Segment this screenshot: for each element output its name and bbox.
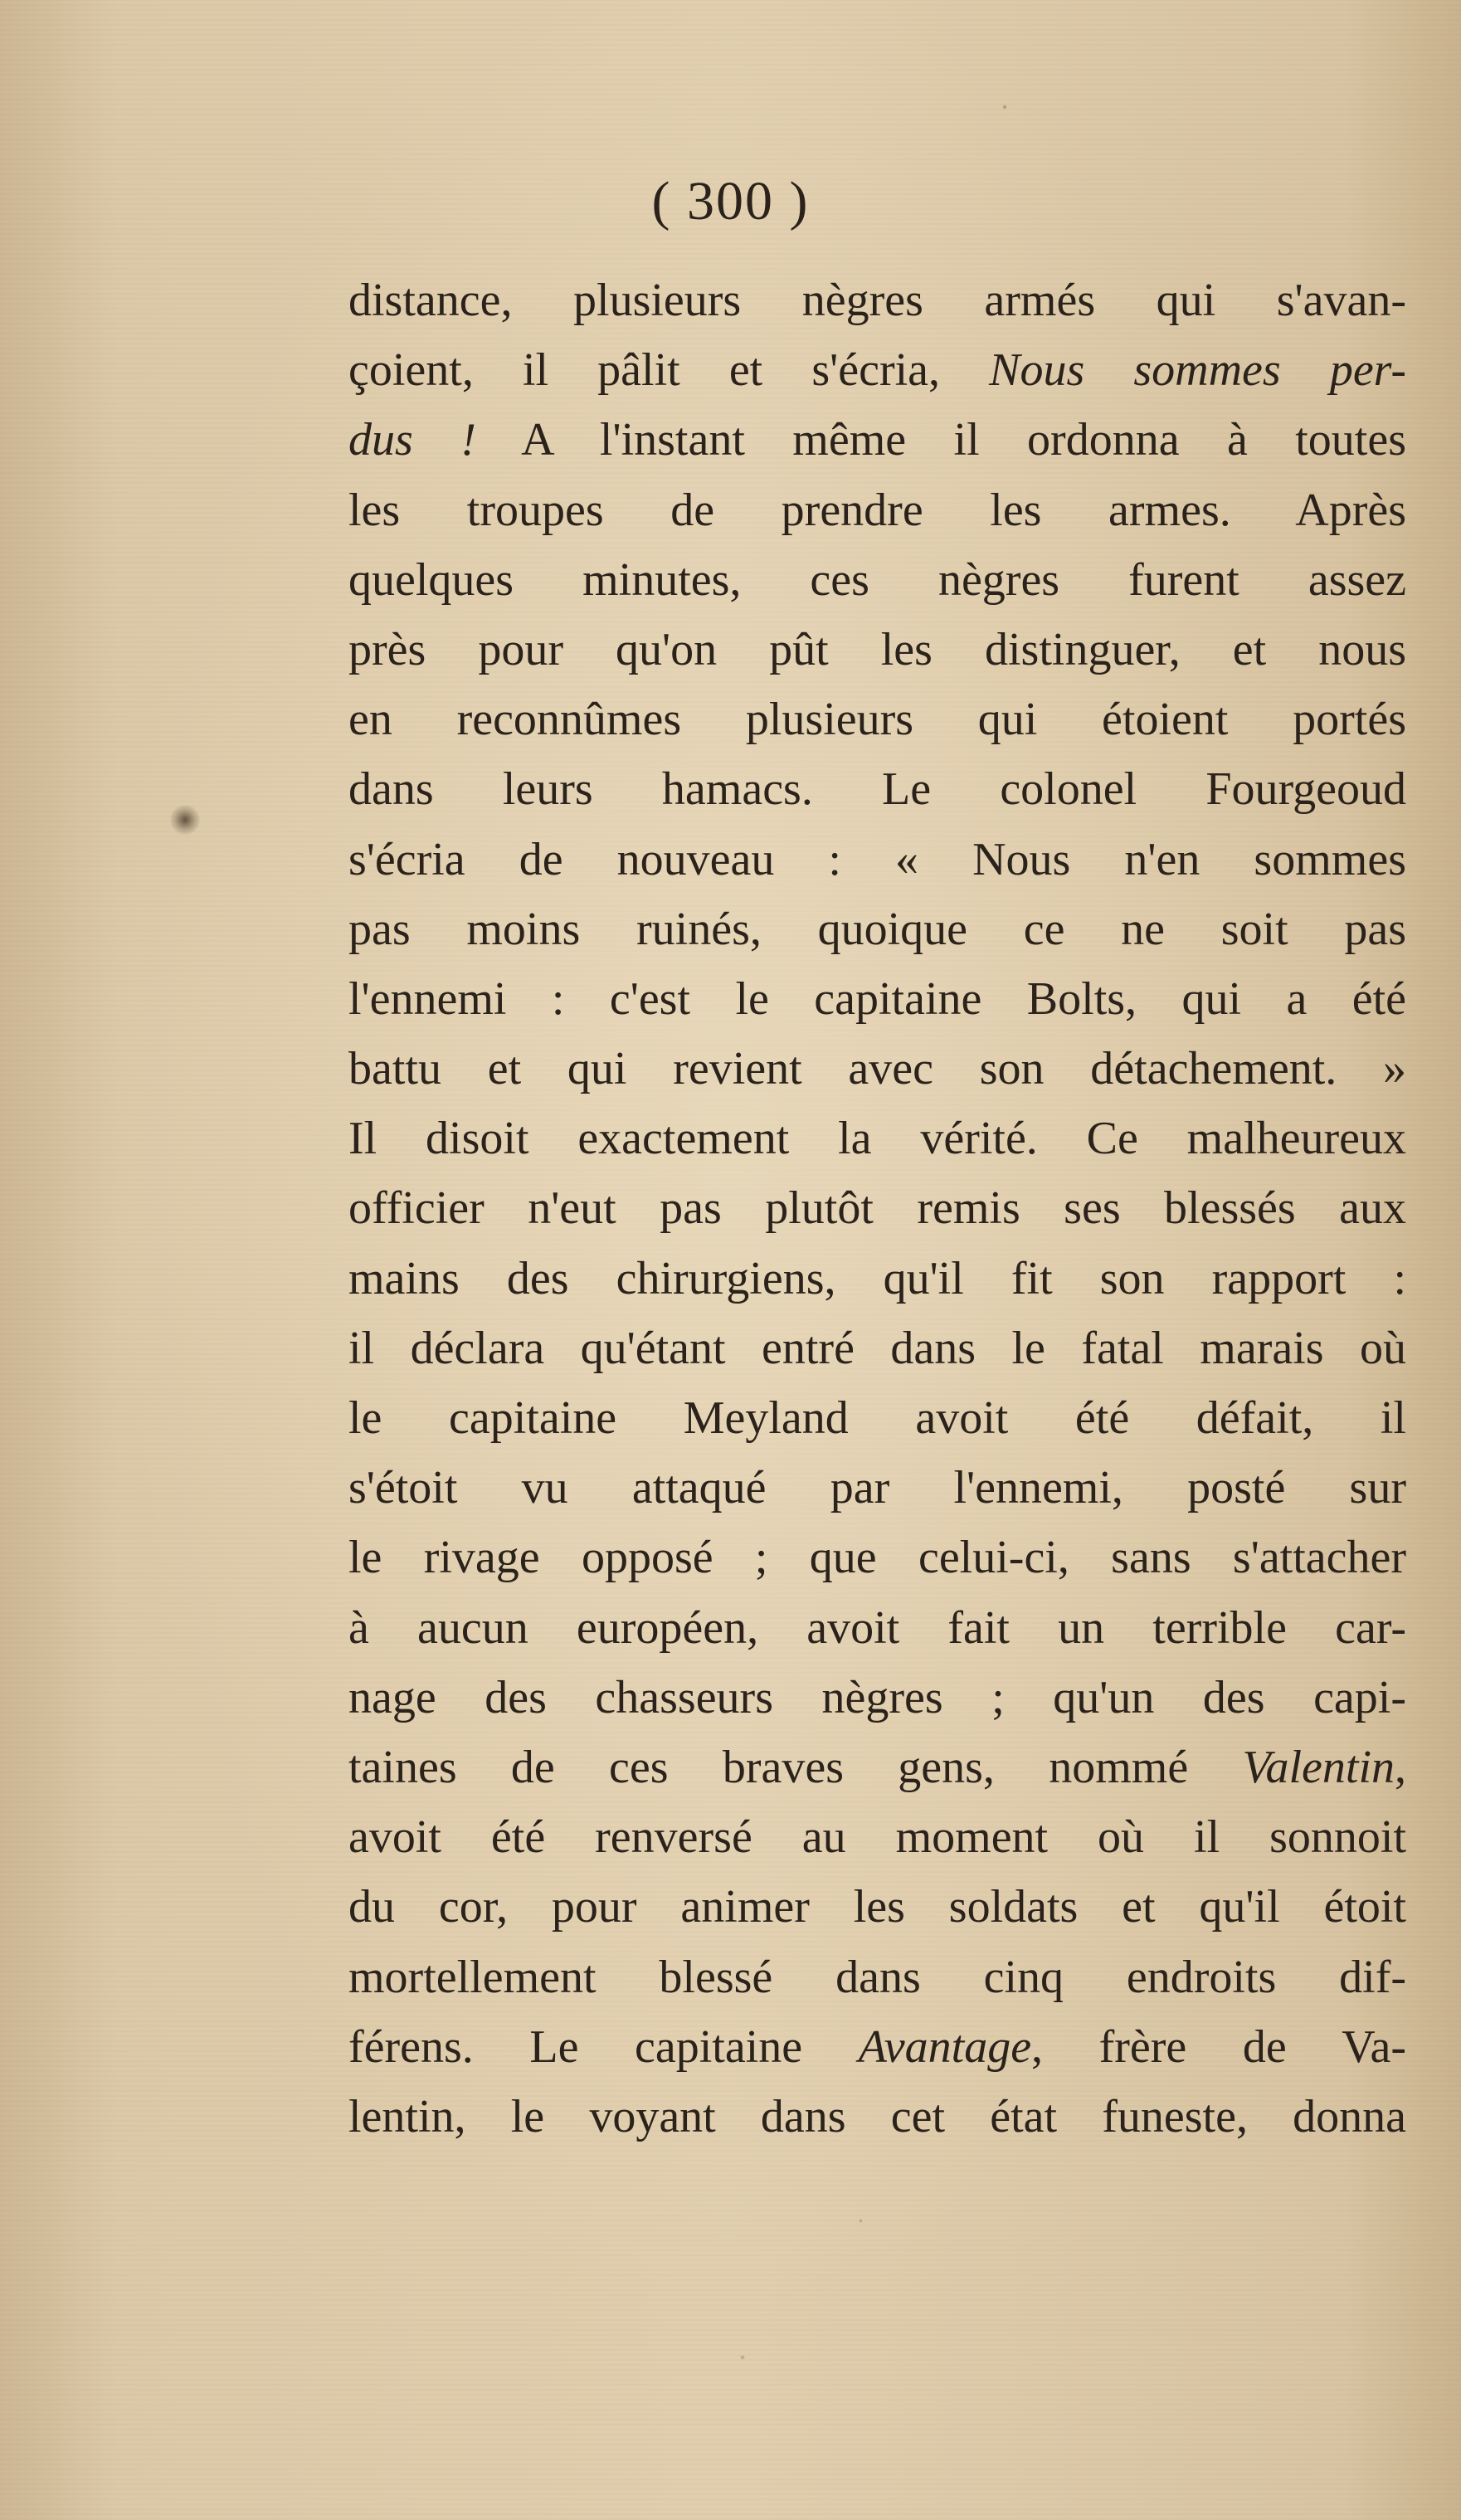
text-line [348, 475, 1406, 545]
text-line [348, 335, 1406, 405]
paper-speck [859, 2219, 863, 2223]
text-run: férens. Le capitaine [348, 2020, 859, 2073]
text-line [348, 2012, 1406, 2082]
italic-text-run: Valentin [1242, 1741, 1395, 1793]
text-line [348, 1663, 1406, 1733]
paper-speck [740, 2355, 745, 2360]
text-line [348, 1942, 1406, 2012]
paper-speck [1002, 105, 1007, 110]
text-run: nage des chasseurs nègres ; qu'un des capi- [348, 1671, 1406, 1723]
text-run: s'écria de nouveau : « Nous n'en sommes [348, 833, 1406, 885]
text-line [348, 1034, 1406, 1104]
text-run: s'étoit vu attaqué par l'ennemi, posté sur [348, 1462, 1406, 1514]
text-run: mortellement blessé dans cinq endroits dif- [348, 1951, 1406, 2003]
text-run: les troupes de prendre les armes. Après [348, 484, 1406, 536]
text-line [348, 1593, 1406, 1663]
text-run: lentin, le voyant dans cet état funeste, donna [348, 2090, 1406, 2142]
text-run: à aucun européen, avoit fait un terrible car- [348, 1601, 1406, 1654]
italic-text-run: Avantage [858, 2020, 1032, 2073]
text-run: battu et qui revient avec son détachement. » [348, 1043, 1406, 1095]
text-line [348, 1523, 1406, 1592]
text-run: il déclara qu'étant entré dans le fatal marais où [348, 1322, 1406, 1374]
italic-text-run: Nous sommes per- [989, 344, 1406, 397]
text-run: taines de ces braves gens, nommé [348, 1741, 1243, 1793]
text-line [348, 1104, 1406, 1173]
text-line [348, 1244, 1406, 1314]
text-line [348, 2082, 1406, 2152]
text-run: quelques minutes, ces nègres furent assez [348, 553, 1406, 606]
text-run: pas moins ruinés, quoique ce ne soit pas [348, 903, 1406, 955]
text-run: l'ennemi : c'est le capitaine Bolts, qui a été [348, 972, 1406, 1025]
text-run: officier n'eut pas plutôt remis ses blessés aux [348, 1182, 1406, 1235]
text-line [348, 825, 1406, 894]
text-line [348, 1733, 1406, 1802]
text-run: A l'instant même il ordonna à toutes [475, 414, 1406, 466]
text-run: Il disoit exactement la vérité. Ce malheureux [348, 1113, 1406, 1165]
text-run: près pour qu'on pût les distinguer, et nous [348, 623, 1406, 675]
text-line [348, 545, 1406, 615]
text-line [348, 685, 1406, 754]
text-run: le capitaine Meyland avoit été défait, il [348, 1392, 1406, 1444]
text-line [348, 266, 1406, 335]
text-line [348, 1872, 1406, 1942]
ink-stain [170, 805, 200, 835]
body-text [348, 266, 1406, 2152]
text-run: le rivage opposé ; que celui-ci, sans s'attacher [348, 1532, 1406, 1584]
text-line [348, 615, 1406, 685]
text-run: , [1395, 1741, 1406, 1793]
text-run: distance, plusieurs nègres armés qui s'avan- [348, 275, 1406, 326]
text-line [348, 1314, 1406, 1383]
text-run: çoient, il pâlit et s'écria, [348, 344, 990, 397]
text-run: dans leurs hamacs. Le colonel Fourgeoud [348, 763, 1406, 816]
text-line [348, 1802, 1406, 1872]
text-line [348, 405, 1406, 475]
text-run: en reconnûmes plusieurs qui étoient portés [348, 694, 1406, 746]
italic-text-run: dus ! [348, 414, 476, 466]
text-run: , frère de Va- [1031, 2020, 1406, 2073]
text-run: avoit été renversé au moment où il sonnoit [348, 1811, 1406, 1864]
text-run: du cor, pour animer les soldats et qu'il étoit [348, 1881, 1406, 1933]
text-line [348, 1173, 1406, 1243]
text-line [348, 1383, 1406, 1453]
text-line [348, 894, 1406, 964]
text-line [348, 1453, 1406, 1523]
text-line [348, 754, 1406, 824]
text-run: mains des chirurgiens, qu'il fit son rapport : [348, 1252, 1406, 1304]
page-number: ( 300 ) [651, 171, 810, 232]
text-line [348, 964, 1406, 1034]
